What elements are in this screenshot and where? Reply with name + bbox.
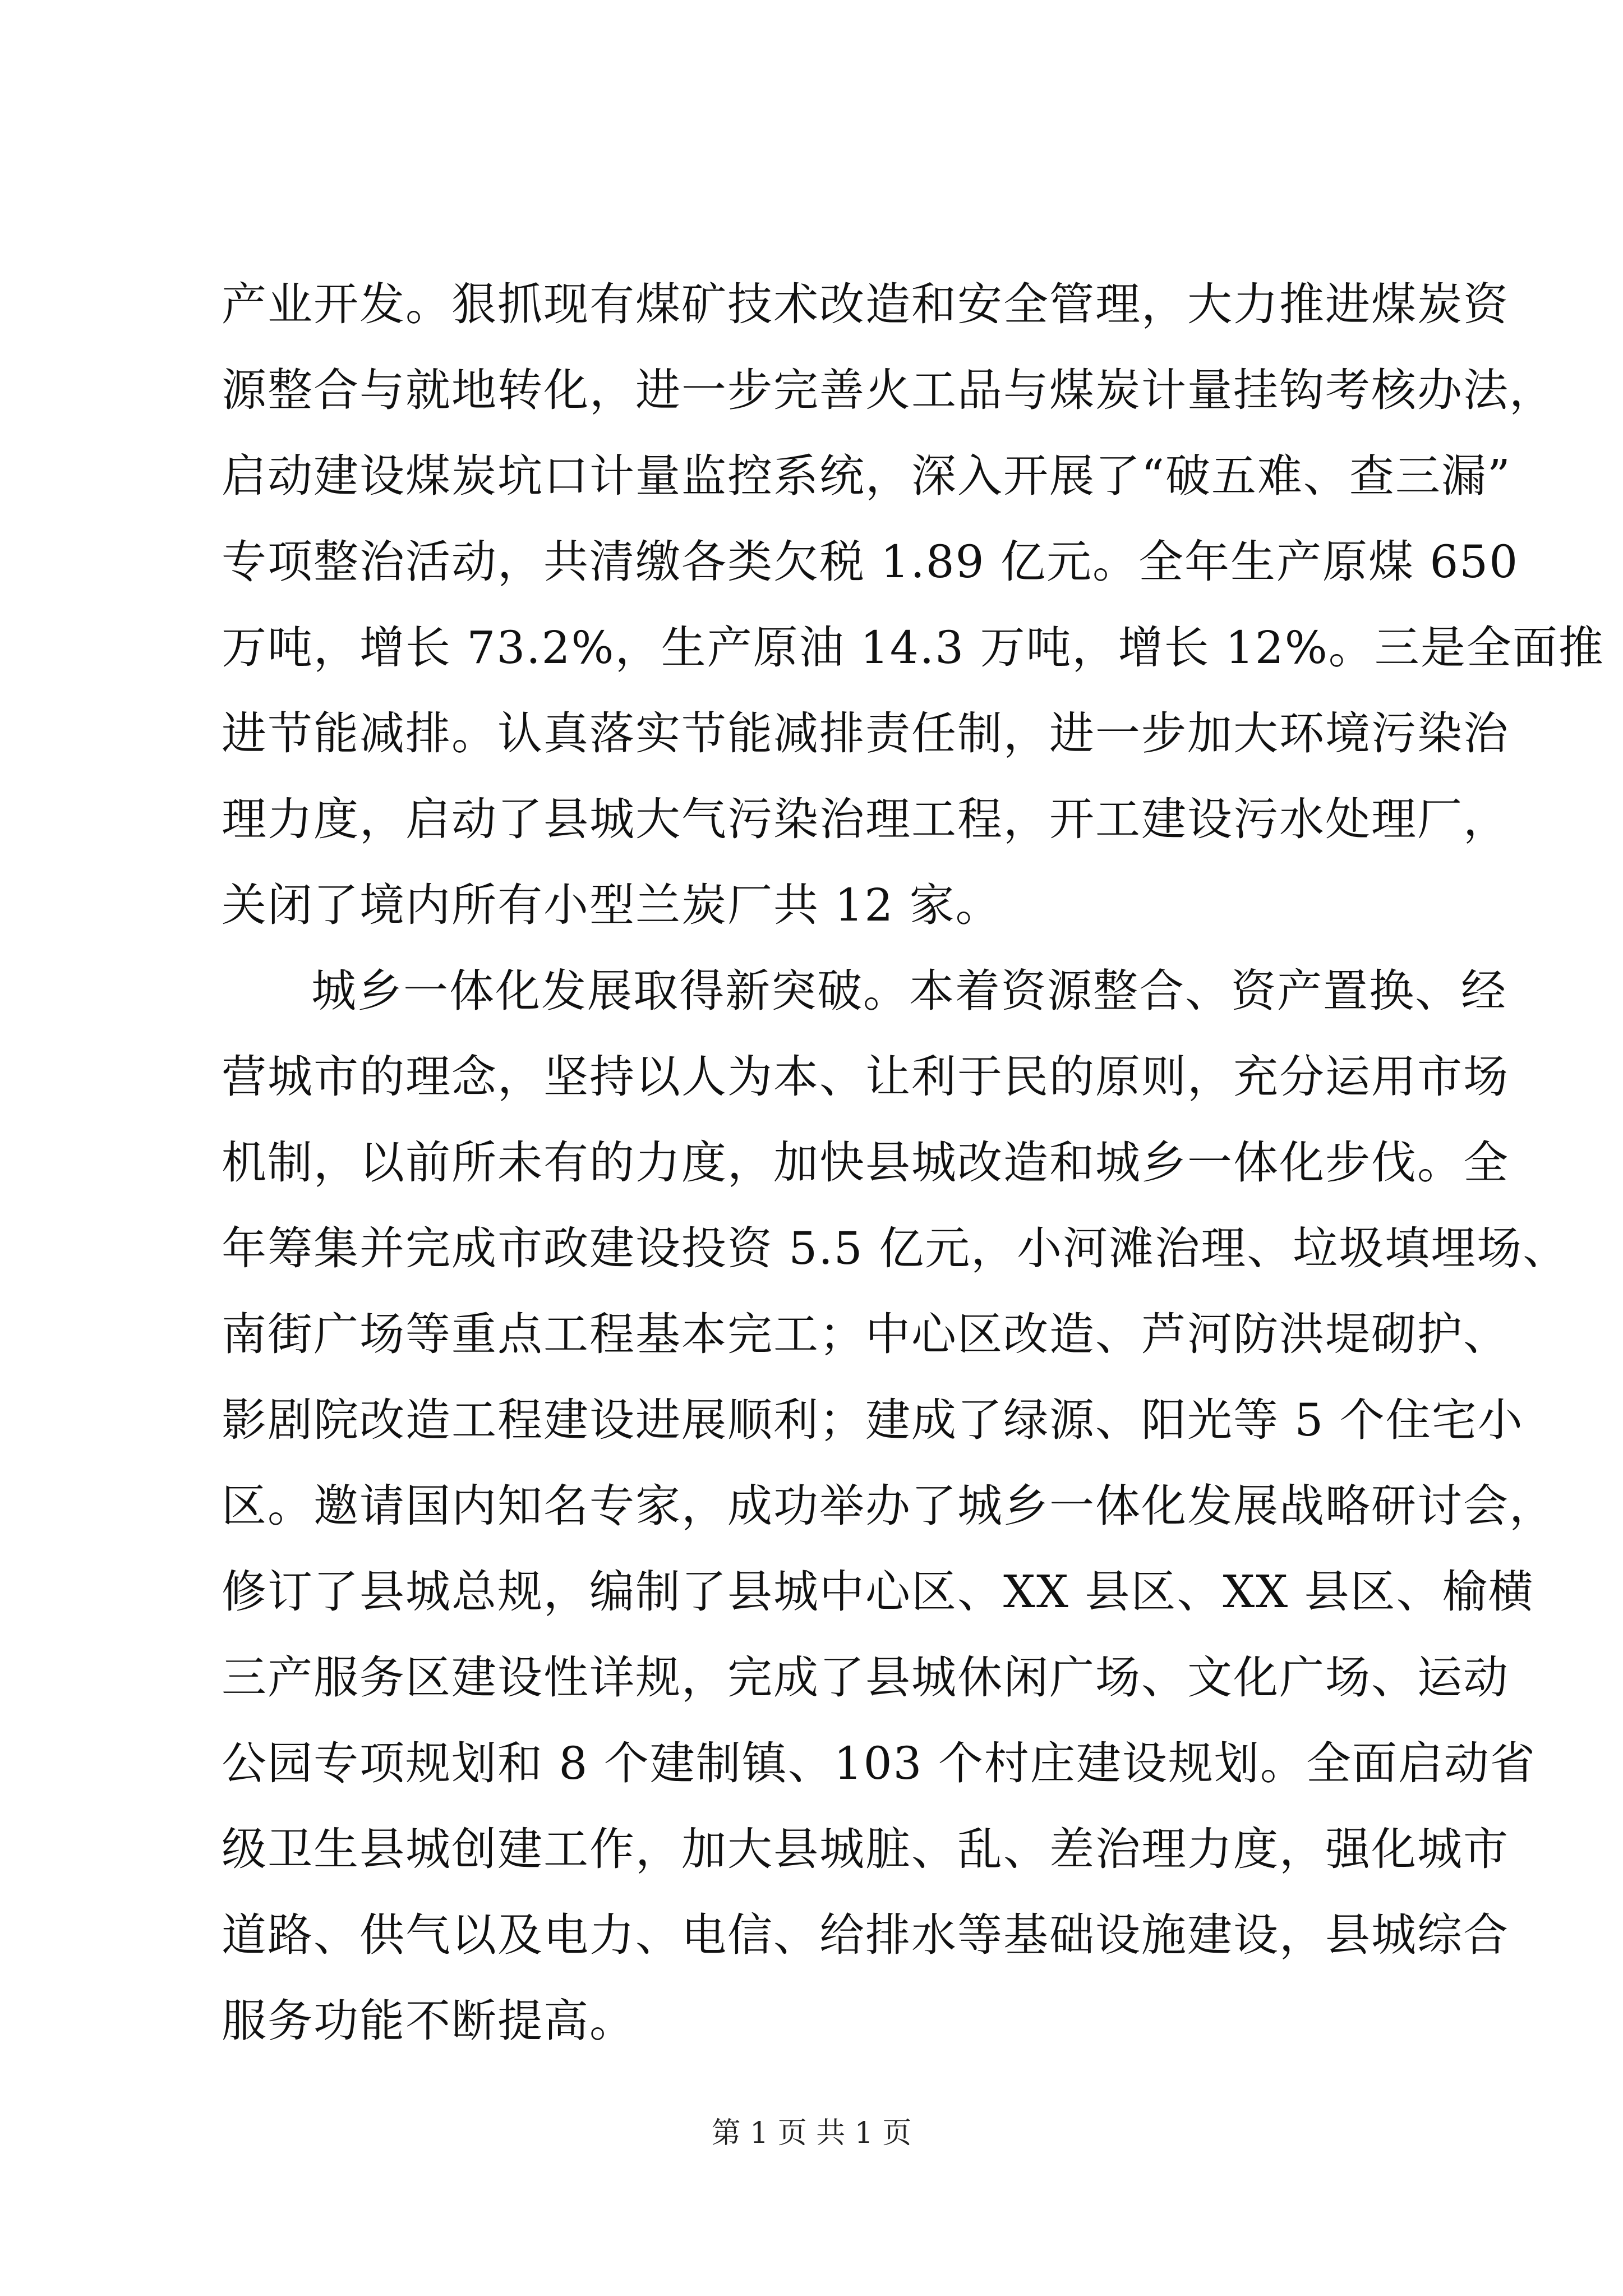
page-footer: 第 1 页 共 1 页: [711, 2116, 912, 2150]
paragraph-2-line-9: 三产服务区建设性详规，完成了县城休闲广场、文化广场、运动: [222, 1651, 1509, 1704]
paragraph-2-line-7: 区。邀请国内知名专家，成功举办了城乡一体化发展战略研讨会，: [222, 1480, 1555, 1532]
paragraph-1-line-2: 源整合与就地转化，进一步完善火工品与煤炭计量挂钩考核办法，: [222, 364, 1555, 416]
paragraph-2-line-3: 机制，以前所未有的力度，加快县城改造和城乡一体化步伐。全: [222, 1137, 1509, 1189]
paragraph-1-line-6: 进节能减排。认真落实节能减排责任制，进一步加大环境污染治: [222, 707, 1509, 760]
paragraph-2-line-4: 年筹集并完成市政建设投资 5.5 亿元，小河滩治理、垃圾填埋场、: [222, 1222, 1569, 1274]
paragraph-2-line-13: 服务功能不断提高。: [222, 1995, 635, 2047]
paragraph-1-line-8: 关闭了境内所有小型兰炭厂共 12 家。: [222, 879, 1002, 931]
paragraph-2-line-10: 公园专项规划和 8 个建制镇、103 个村庄建设规划。全面启动省: [222, 1737, 1536, 1789]
paragraph-1-line-4: 专项整治活动，共清缴各类欠税 1.89 亿元。全年生产原煤 650: [222, 536, 1519, 588]
paragraph-2-line-12: 道路、供气以及电力、电信、给排水等基础设施建设，县城综合: [222, 1909, 1509, 1961]
paragraph-2-line-5: 南街广场等重点工程基本完工；中心区改造、芦河防洪堤砌护、: [222, 1308, 1509, 1360]
paragraph-2-line-2: 营城市的理念，坚持以人为本、让利于民的原则，充分运用市场: [222, 1051, 1509, 1103]
paragraph-2-line-1: 城乡一体化发展取得新突破。本着资源整合、资产置换、经: [311, 965, 1507, 1017]
paragraph-2-line-11: 级卫生县城创建工作，加大县城脏、乱、差治理力度，强化城市: [222, 1823, 1509, 1875]
paragraph-2-line-8: 修订了县城总规，编制了县城中心区、XX 县区、XX 县区、榆横: [222, 1566, 1534, 1618]
paragraph-1-line-1: 产业开发。狠抓现有煤矿技术改造和安全管理，大力推进煤炭资: [222, 278, 1509, 330]
paragraph-2-line-6: 影剧院改造工程建设进展顺利；建成了绿源、阳光等 5 个住宅小: [222, 1394, 1524, 1446]
paragraph-1-line-7: 理力度，启动了县城大气污染治理工程，开工建设污水处理厂，: [222, 793, 1509, 845]
paragraph-1-line-5: 万吨，增长 73.2%，生产原油 14.3 万吨，增长 12%。三是全面推: [222, 622, 1604, 674]
document-body: [222, 261, 1604, 2064]
paragraph-1-line-3: 启动建设煤炭坑口计量监控系统，深入开展了“破五难、查三漏”: [222, 450, 1511, 502]
